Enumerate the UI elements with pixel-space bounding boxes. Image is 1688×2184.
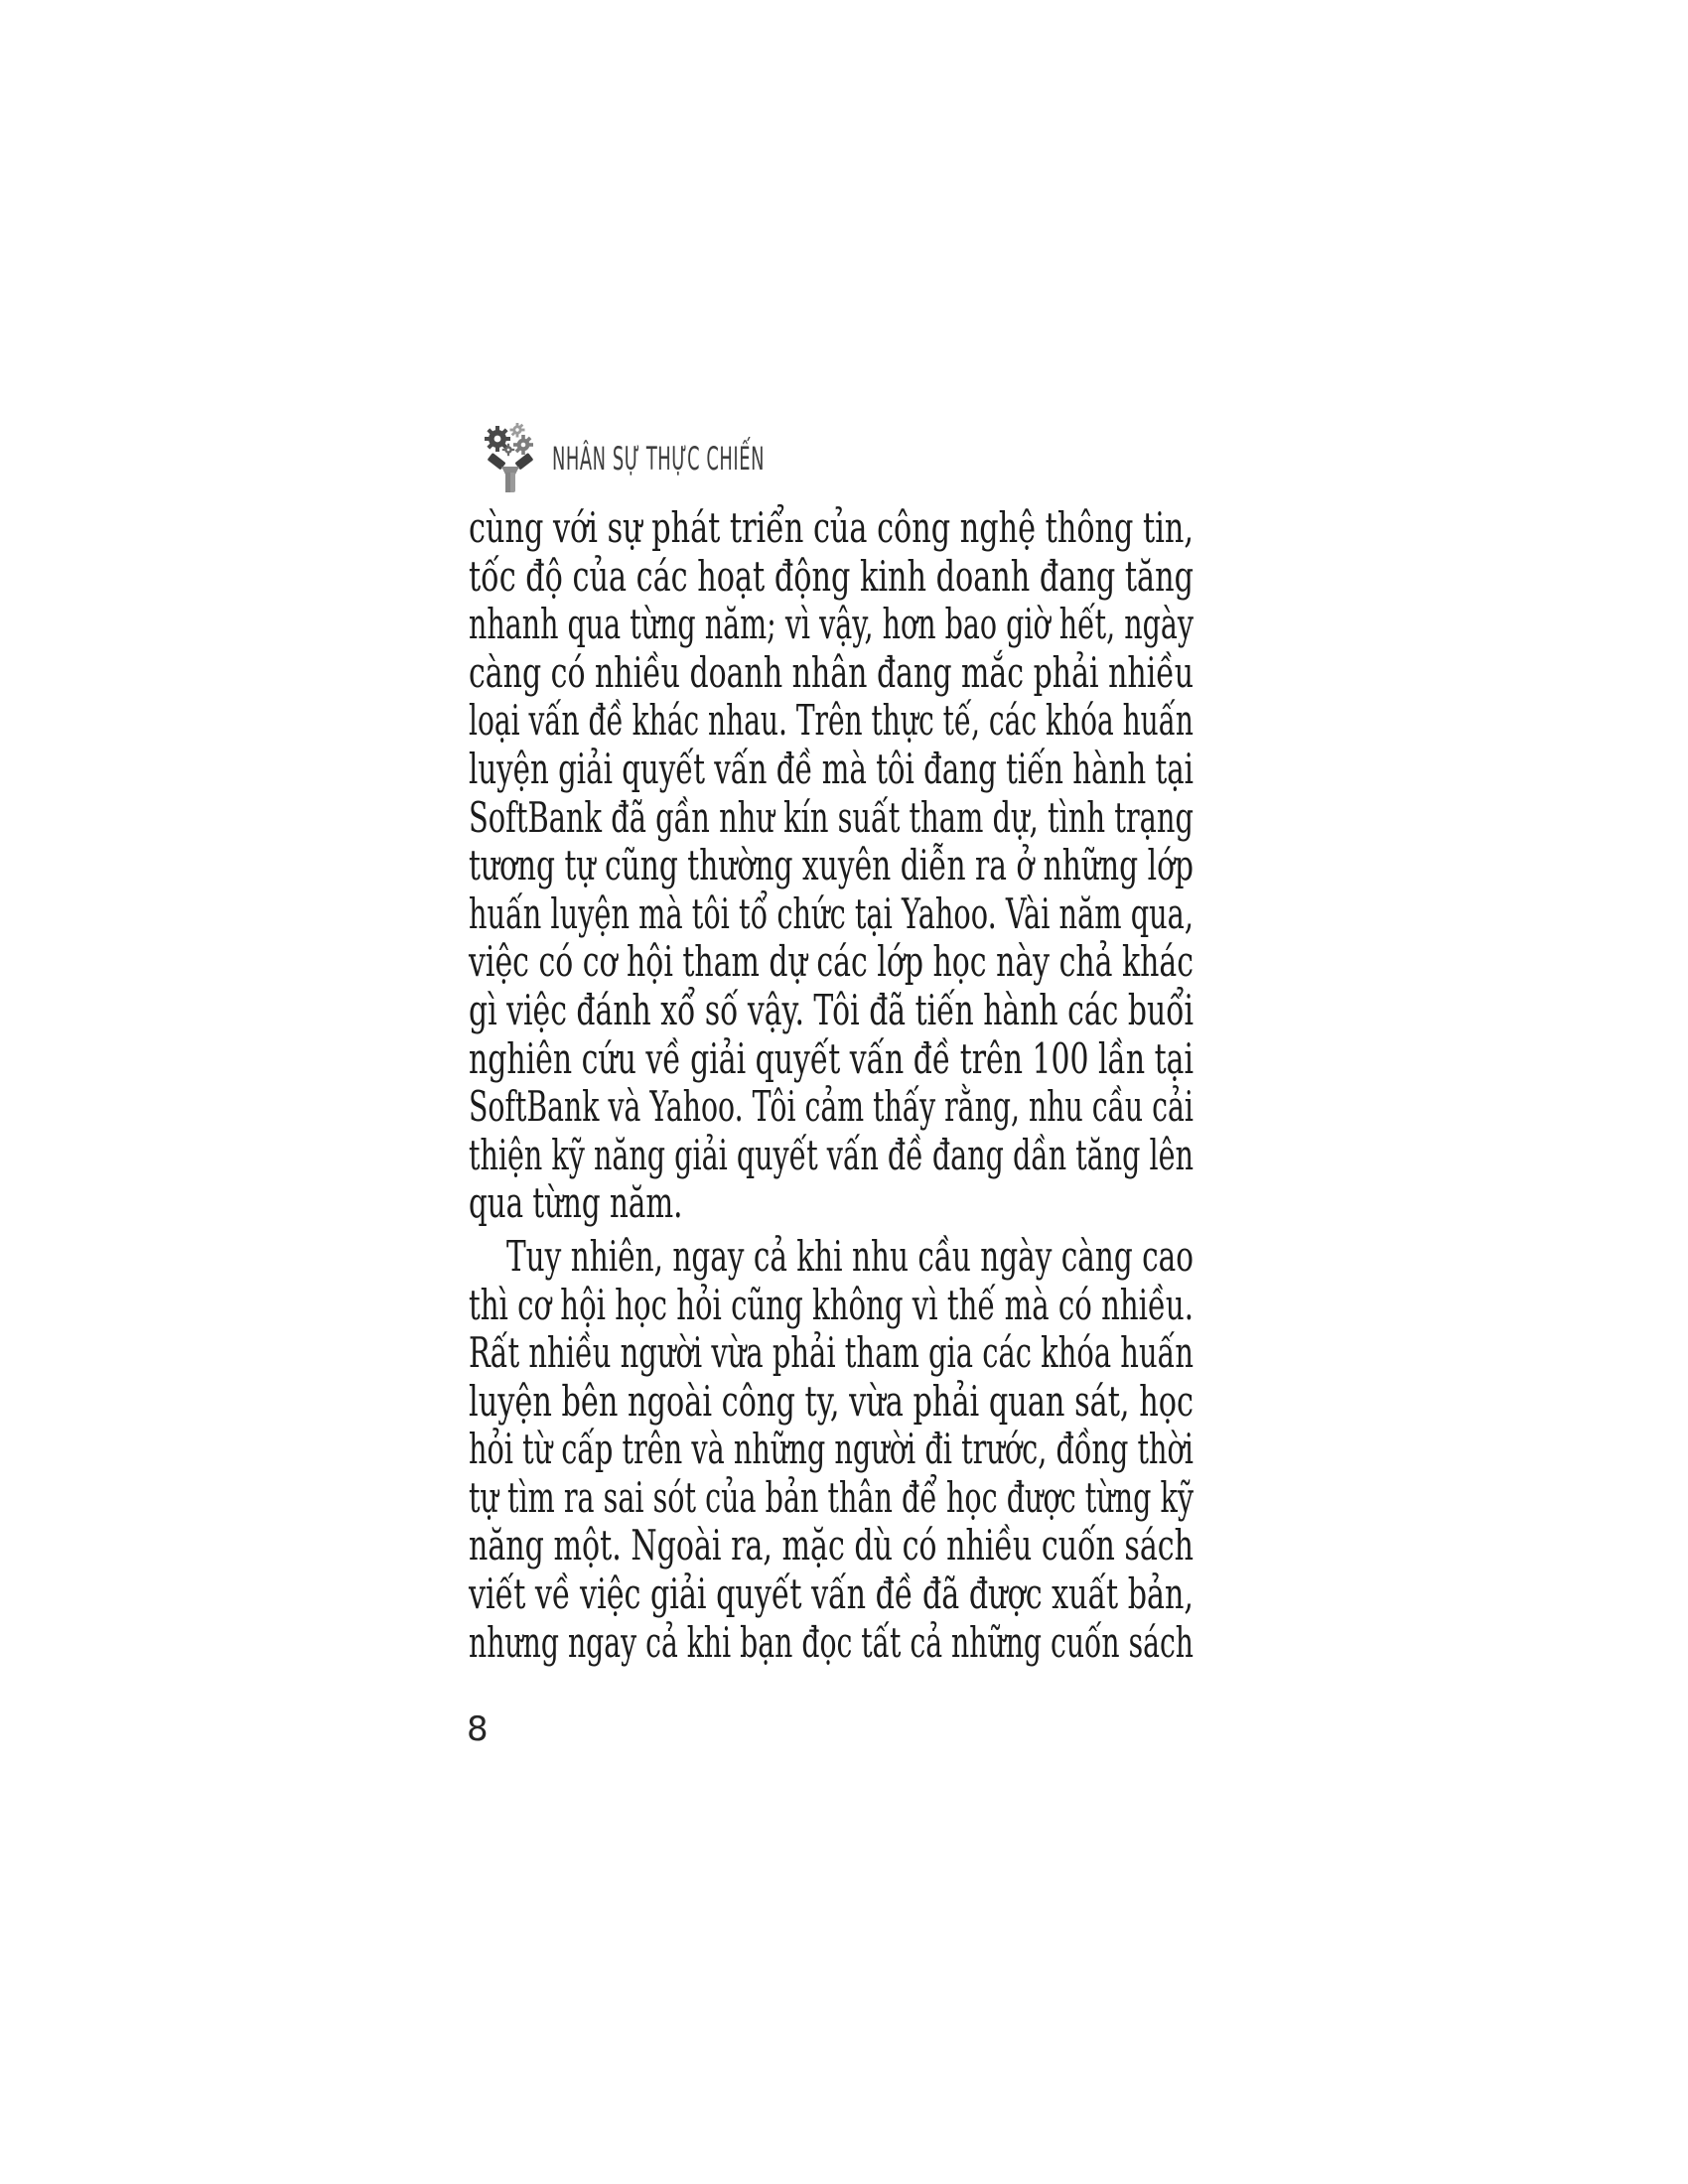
text-line: luyện bên ngoài công ty, vừa phải quan sát, học (469, 1376, 1194, 1426)
text-line: hỏi từ cấp trên và những người đi trước, đồng thời (469, 1425, 1194, 1474)
text-line: SoftBank đã gần như kín suất tham dự, tình trạng (469, 792, 1194, 842)
text-line: năng một. Ngoài ra, mặc dù có nhiều cuốn sách (469, 1521, 1194, 1570)
text-line: viết về việc giải quyết vấn đề đã được xuất bản, (469, 1570, 1194, 1619)
text-line: càng có nhiều doanh nhân đang mắc phải nhiều (469, 647, 1194, 697)
gears-and-tool-icon (483, 423, 538, 494)
page-number: 8 (467, 1709, 489, 1749)
paragraph (469, 1233, 1194, 1667)
text-line: tương tự cũng thường xuyên diễn ra ở những lớp (469, 841, 1194, 890)
text-line: việc có cơ hội tham dự các lớp học này chả khác (469, 937, 1194, 987)
text-line: luyện giải quyết vấn đề mà tôi đang tiến hành tại (469, 744, 1194, 793)
text-line: nhanh qua từng năm; vì vậy, hơn bao giờ hết, ngày (469, 600, 1194, 649)
text-line: tốc độ của các hoạt động kinh doanh đang tăng (469, 551, 1194, 601)
running-header (483, 423, 933, 494)
body-text (469, 504, 1194, 1667)
text-line: SoftBank và Yahoo. Tôi cảm thấy rằng, nhu cầu cải (469, 1082, 1194, 1132)
text-line: nghiên cứu về giải quyết vấn đề trên 100 lần tại (469, 1033, 1194, 1083)
paragraph (469, 504, 1194, 1228)
text-line: Rất nhiều người vừa phải tham gia các khóa huấn (469, 1328, 1194, 1378)
text-line: gì việc đánh xổ số vậy. Tôi đã tiến hành các buổi (469, 985, 1194, 1034)
text-line: qua từng năm. (469, 1178, 683, 1228)
text-line: cùng với sự phát triển của công nghệ thông tin, (469, 503, 1194, 552)
text-line: huấn luyện mà tôi tổ chức tại Yahoo. Vài năm qua, (469, 888, 1194, 938)
header-title: NHÂN SỰ THỰC CHIẾN (552, 440, 765, 478)
text-line: tự tìm ra sai sót của bản thân để học được từng kỹ (469, 1472, 1194, 1522)
text-line: nhưng ngay cả khi bạn đọc tất cả những cuốn sách (469, 1617, 1194, 1667)
text-line: Tuy nhiên, ngay cả khi nhu cầu ngày càng cao (506, 1231, 1194, 1281)
text-line: thì cơ hội học hỏi cũng không vì thế mà có nhiều. (469, 1280, 1194, 1329)
text-line: thiện kỹ năng giải quyết vấn đề đang dần tăng lên (469, 1130, 1194, 1179)
text-line: loại vấn đề khác nhau. Trên thực tế, các khóa huấn (469, 696, 1194, 746)
